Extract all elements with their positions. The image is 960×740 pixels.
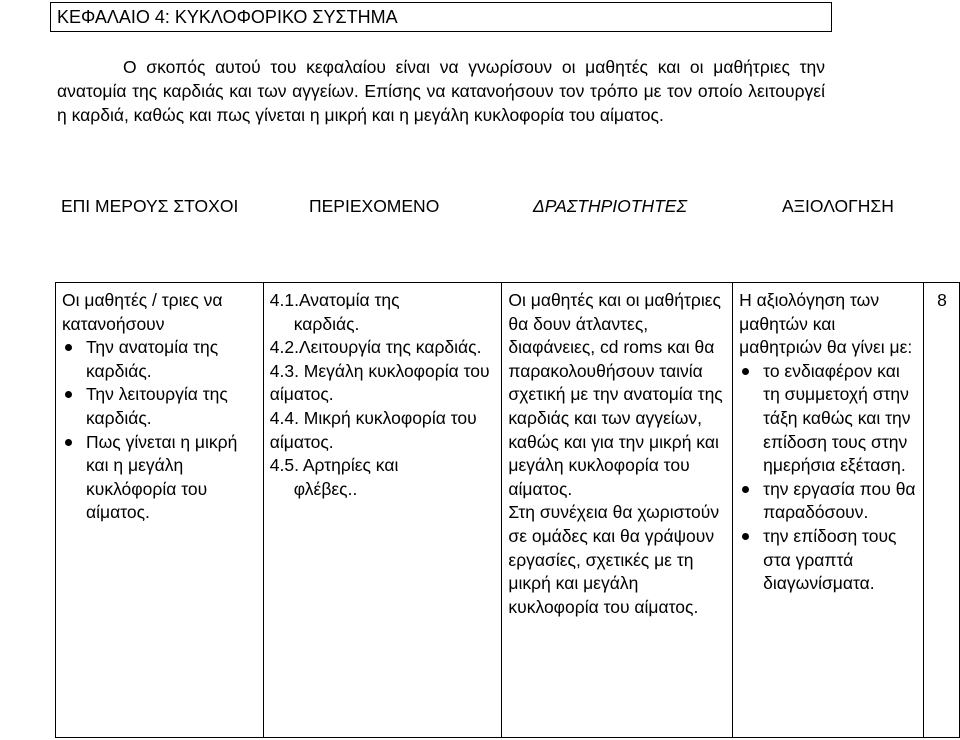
table-row: [56, 283, 960, 738]
page-number-cell: [924, 283, 960, 738]
content-item-continued: φλέβες..: [293, 478, 358, 499]
content-item: 4.4. Μικρή κυκλοφορία του αίματος.: [269, 407, 477, 452]
list-item: το ενδιαφέρον και τη συμμετοχή στην τάξη καθώς και την επίδοση τους στην ημερήσια εξέταση.: [739, 360, 918, 478]
content-cell: [263, 283, 502, 738]
content-item: 4.3. Μεγάλη κυκλοφορία του αίματος.: [269, 360, 490, 405]
header-goals: ΕΠΙ ΜΕΡΟΥΣ ΣΤΟΧΟΙ: [61, 196, 239, 216]
goals-cell: [56, 283, 264, 738]
chapter-title: ΚΕΦΑΛΑΙΟ 4: ΚΥΚΛΟΦΟΡΙΚΟ ΣΥΣΤΗΜΑ: [57, 7, 398, 27]
intro-paragraph: Ο σκοπός αυτού του κεφαλαίου είναι να γνωρίσουν οι μαθητές και οι μαθήτριες την ανατομία της καρδιάς και των αγγείων. Επίσης να κατανοήσουν τον τρόπο με τον οποίο λειτουργεί η καρδιά, καθώς και πως γίνεται η μικρή και η μεγάλη κυκλοφορία του αίματος.: [57, 57, 825, 125]
page-number: 8: [937, 290, 947, 310]
list-item: Την ανατομία της καρδιάς.: [62, 336, 258, 383]
list-item: την επίδοση τους στα γραπτά διαγωνίσματα.: [739, 525, 918, 596]
evaluation-intro: Η αξιολόγηση των μαθητών και μαθητριών θα γίνει με:: [739, 290, 913, 358]
curriculum-table: [55, 282, 960, 738]
evaluation-cell: [733, 283, 924, 738]
activities-cell: [502, 283, 733, 738]
activities-paragraph: Οι μαθητές και οι μαθήτριες θα δουν άτλαντες, διαφάνειες, cd roms και θα παρακολουθήσουν ταινία σχετική με την ανατομία της καρδιάς και των αγγείων, καθώς και για την μικρή και μεγάλη κυκλοφορία του αίματος.: [508, 290, 723, 499]
header-evaluation: ΑΞΙΟΛΟΓΗΣΗ: [782, 196, 894, 216]
header-activities: ΔΡΑΣΤΗΡΙΟΤΗΤΕΣ: [533, 196, 687, 216]
list-item: Την λειτουργία της καρδιάς.: [62, 383, 258, 430]
chapter-title-box: [50, 2, 832, 32]
evaluation-list: [739, 360, 918, 596]
header-content: ΠΕΡΙΕΧΟΜΕΝΟ: [309, 196, 440, 216]
activities-paragraph: Στη συνέχεια θα χωριστούν σε ομάδες και θα γράψουν εργασίες, σχετικές με τη μικρή και μεγάλη κυκλοφορία του αίματος.: [508, 502, 720, 617]
list-item: την εργασία που θα παραδόσουν.: [739, 478, 918, 525]
content-item: 4.5. Αρτηρίες και: [269, 455, 399, 476]
content-item-continued: καρδιάς.: [293, 313, 360, 334]
list-item: Πως γίνεται η μικρή και η μεγάλη κυκλόφορία του αίματος.: [62, 431, 258, 525]
column-headers: [0, 196, 960, 220]
content-item: 4.2.Λειτουργία της καρδιάς.: [269, 337, 482, 358]
goals-intro: Οι μαθητές / τριες να κατανοήσουν: [62, 290, 223, 334]
content-item: 4.1.Ανατομία της: [269, 290, 400, 310]
goals-list: [62, 336, 258, 525]
